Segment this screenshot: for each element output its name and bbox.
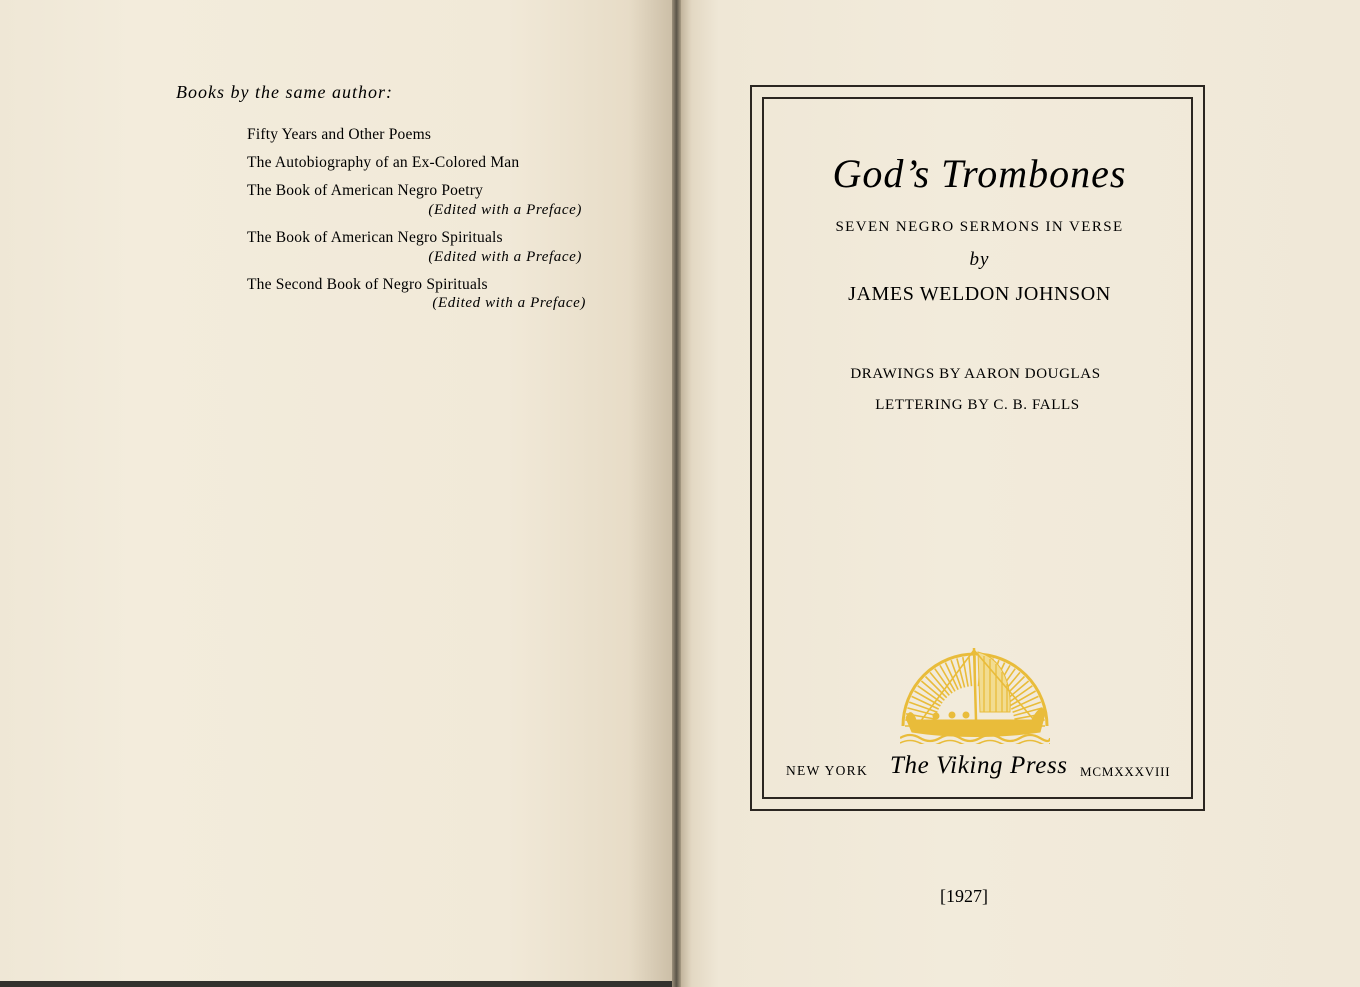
book-subtitle: SEVEN NEGRO SERMONS IN VERSE	[835, 219, 1124, 235]
date-annotation: [1927]	[940, 886, 988, 906]
illustrator-credit: DRAWINGS BY AARON DOUGLAS	[850, 366, 1101, 382]
publication-year-roman: MCMXXXVIII	[1080, 764, 1171, 779]
book-title: Fifty Years and Other Poems	[247, 126, 432, 143]
book-note: (Edited with a Preface)	[432, 295, 586, 311]
book-list	[247, 124, 592, 312]
book-list-item	[247, 274, 592, 312]
book-list-item	[247, 124, 592, 145]
book-title-heading: God’s Trombones	[832, 151, 1127, 196]
page-bottom-edge	[0, 981, 676, 987]
author-name: JAMES WELDON JOHNSON	[848, 283, 1111, 305]
book-title: The Book of American Negro Spirituals	[247, 229, 503, 246]
book-title: The Autobiography of an Ex-Colored Man	[247, 154, 520, 171]
book-title: The Book of American Negro Poetry	[247, 182, 484, 199]
viking-ship-sun-icon	[900, 628, 1050, 744]
book-title: The Second Book of Negro Spirituals	[247, 276, 488, 293]
book-gutter	[672, 0, 681, 987]
book-list-item	[247, 180, 592, 220]
book-list-item	[247, 152, 592, 173]
book-list-item	[247, 227, 592, 267]
publisher-city: NEW YORK	[786, 763, 869, 778]
books-by-author-heading: Books by the same author:	[176, 82, 393, 102]
lettering-credit: LETTERING BY C. B. FALLS	[875, 397, 1080, 413]
by-line: by	[969, 249, 990, 270]
book-note: (Edited with a Preface)	[428, 249, 582, 265]
publisher-name: The Viking Press	[890, 752, 1068, 779]
book-note: (Edited with a Preface)	[428, 202, 582, 218]
